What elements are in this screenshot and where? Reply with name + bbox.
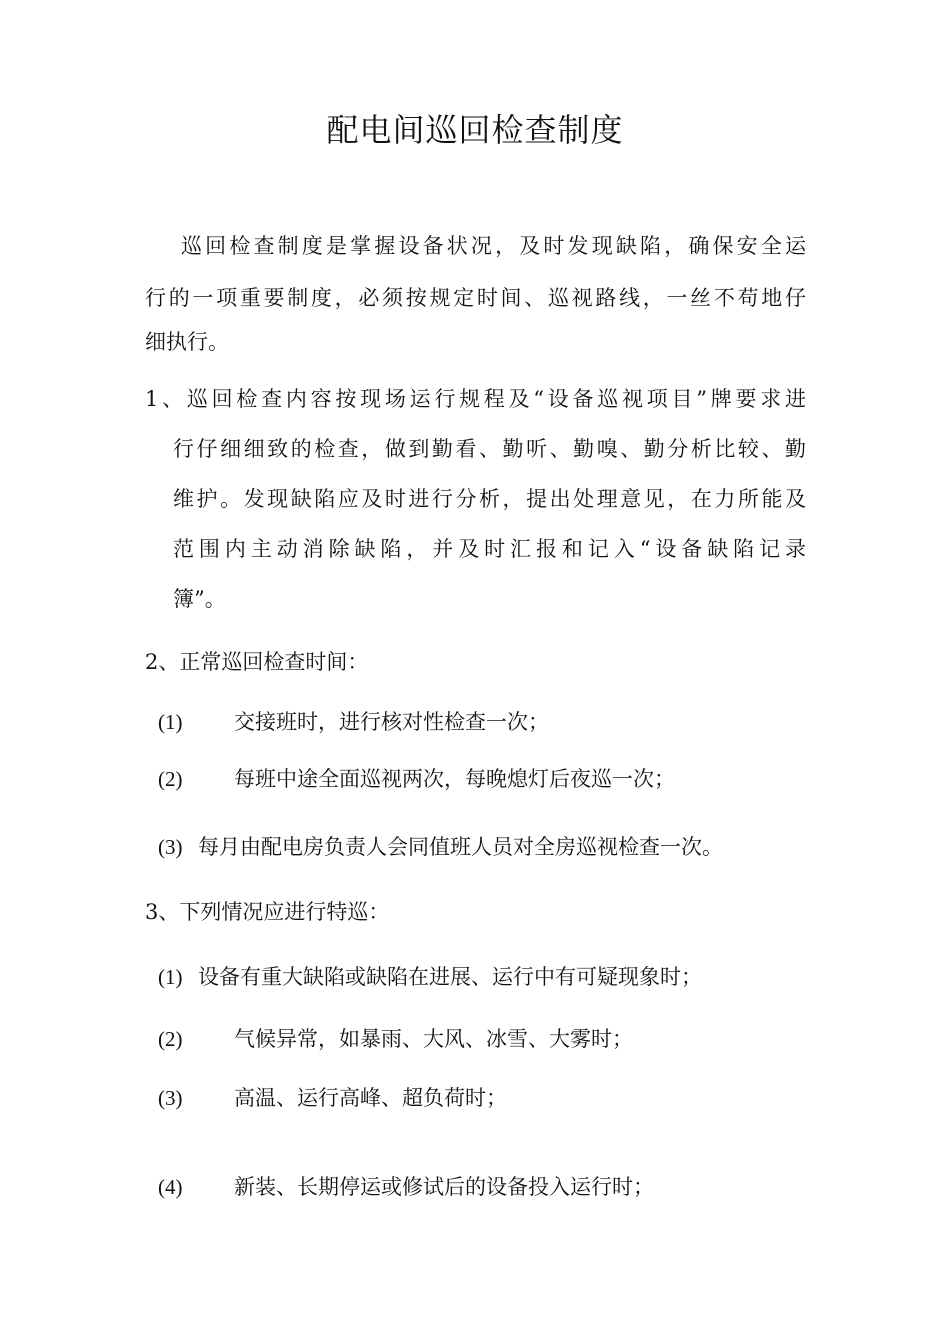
intro-line-2: 行的一项重要制度，必须按规定时间、巡视路线，一丝不苟地仔	[145, 286, 806, 310]
section3-item-4-number: (4)	[158, 1175, 183, 1199]
section2-item-2-text: 每班中途全面巡视两次，每晚熄灯后夜巡一次；	[234, 767, 675, 791]
section1-line-2: 行仔细细致的检查，做到勤看、勤听、勤嗅、勤分析比较、勤	[173, 437, 806, 461]
section1-line-5: 簿”。	[173, 587, 226, 611]
section1-line-3: 维护。发现缺陷应及时进行分析，提出处理意见，在力所能及	[173, 487, 806, 511]
section3-item-2-text: 气候异常，如暴雨、大风、冰雪、大雾时；	[234, 1027, 633, 1051]
section3-item-3-text: 高温、运行高峰、超负荷时；	[234, 1086, 507, 1110]
intro-line-1: 巡回检查制度是掌握设备状况，及时发现缺陷，确保安全运	[181, 234, 806, 258]
section1-line-4: 范围内主动消除缺陷，并及时汇报和记入“设备缺陷记录	[173, 537, 806, 561]
intro-line-3: 细执行。	[145, 330, 229, 354]
section2-heading: 2、正常巡回检查时间：	[145, 650, 369, 674]
section3-item-4-text: 新装、长期停运或修试后的设备投入运行时；	[234, 1175, 654, 1199]
section2-item-3-number: (3)	[158, 835, 183, 859]
document-title: 配电间巡回检查制度	[326, 111, 624, 149]
section3-item-1-number: (1)	[158, 965, 183, 989]
section3-item-1-text: 设备有重大缺陷或缺陷在进展、运行中有可疑现象时；	[198, 965, 702, 989]
section3-heading: 3、下列情况应进行特巡：	[145, 900, 390, 924]
section3-item-3-number: (3)	[158, 1086, 183, 1110]
section2-item-2-number: (2)	[158, 767, 183, 791]
section2-item-3-text: 每月由配电房负责人会同值班人员对全房巡视检查一次。	[198, 835, 723, 859]
section2-item-1-number: (1)	[158, 710, 183, 734]
section3-item-2-number: (2)	[158, 1027, 183, 1051]
section2-item-1-text: 交接班时，进行核对性检查一次；	[234, 710, 549, 734]
section1-line-1: 1、巡回检查内容按现场运行规程及“设备巡视项目”牌要求进	[145, 387, 806, 411]
